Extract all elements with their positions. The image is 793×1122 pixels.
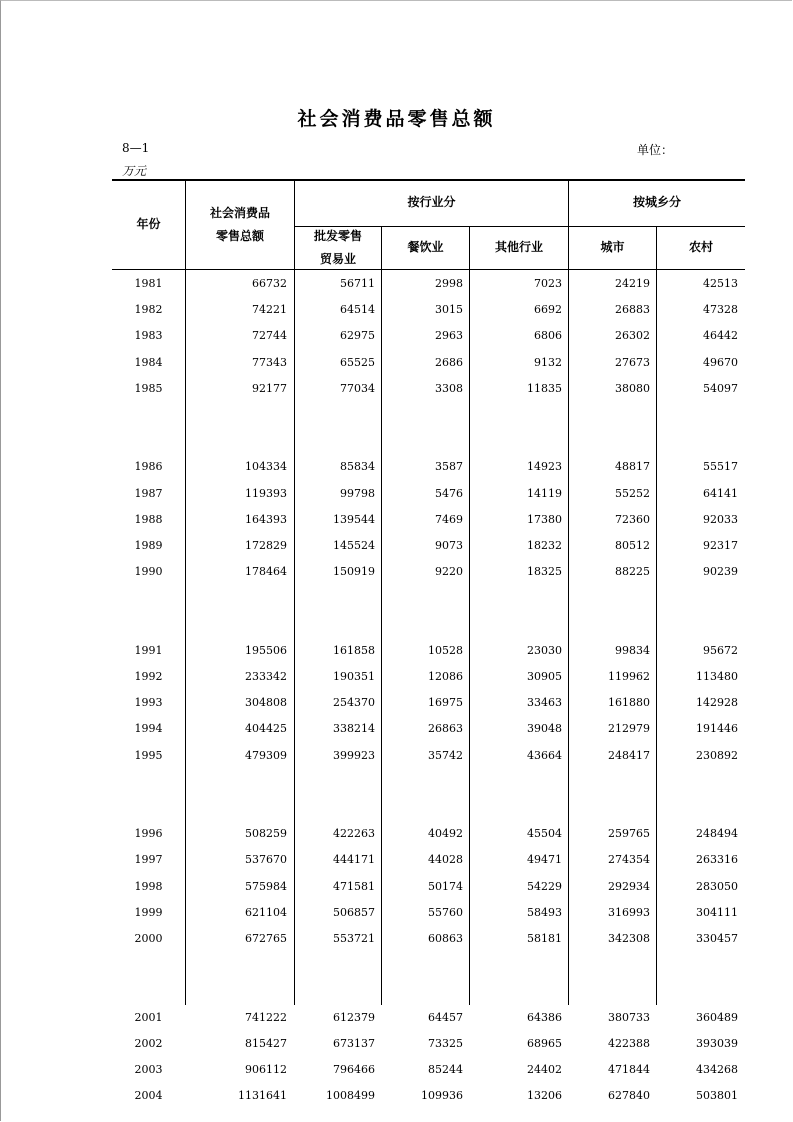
cell-year: 1991 <box>134 643 163 657</box>
cell-catering: 3308 <box>435 381 463 395</box>
cell-total: 575984 <box>245 879 287 893</box>
cell-rural: 92317 <box>703 539 738 552</box>
cell-urban: 212979 <box>608 722 650 736</box>
cell-catering: 3015 <box>435 303 463 317</box>
unit-label: 单位： <box>637 143 674 157</box>
col-divider-1 <box>185 180 186 1005</box>
cell-total: 72744 <box>252 329 287 343</box>
cell-urban: 292934 <box>608 879 650 893</box>
col-divider-4 <box>469 227 470 1005</box>
header-by-industry: 按行业分 <box>407 195 456 209</box>
cell-total: 119393 <box>245 486 287 500</box>
cell-other: 7023 <box>534 277 562 290</box>
cell-urban: 48817 <box>615 460 650 474</box>
cell-total: 233342 <box>245 670 287 683</box>
header-total-line2: 零售总额 <box>215 229 264 243</box>
cell-other: 58181 <box>527 932 562 945</box>
page-title: 社会消费品零售总额 <box>297 108 496 130</box>
cell-rural: 54097 <box>703 381 738 395</box>
cell-rural: 304111 <box>696 905 738 919</box>
cell-rural: 360489 <box>696 1010 738 1024</box>
cell-year: 2004 <box>134 1089 163 1103</box>
cell-total: 164393 <box>245 512 287 526</box>
cell-other: 30905 <box>527 670 562 683</box>
cell-rural: 230892 <box>696 748 738 762</box>
cell-other: 14923 <box>527 460 562 474</box>
cell-other: 43664 <box>527 748 562 762</box>
cell-catering: 12086 <box>428 670 463 683</box>
cell-catering: 7469 <box>435 512 463 526</box>
cell-urban: 380733 <box>608 1010 650 1024</box>
header-wholesale-line2: 贸易业 <box>319 252 356 266</box>
cell-urban: 26883 <box>615 303 650 317</box>
cell-wholesale: 612379 <box>333 1010 375 1024</box>
cell-rural: 95672 <box>703 643 738 657</box>
cell-total: 621104 <box>245 905 287 919</box>
cell-catering: 2686 <box>435 355 463 369</box>
cell-other: 11835 <box>527 381 562 395</box>
cell-year: 1983 <box>134 329 163 343</box>
cell-urban: 99834 <box>615 643 650 657</box>
cell-urban: 248417 <box>608 748 650 762</box>
cell-catering: 9073 <box>435 539 463 552</box>
cell-total: 195506 <box>245 643 287 657</box>
cell-rural: 92033 <box>703 512 738 526</box>
cell-wholesale: 506857 <box>333 905 375 919</box>
header-total <box>186 202 294 248</box>
cell-total: 508259 <box>245 827 287 841</box>
header-rural: 农村 <box>688 240 713 254</box>
cell-other: 58493 <box>527 905 562 919</box>
cell-other: 18325 <box>527 565 562 579</box>
cell-catering: 26863 <box>428 722 463 736</box>
cell-urban: 24219 <box>615 277 650 290</box>
cell-urban: 259765 <box>608 827 650 841</box>
header-bottom-rule <box>112 269 745 270</box>
header-year: 年份 <box>136 217 161 231</box>
cell-year: 1988 <box>134 512 163 526</box>
cell-urban: 26302 <box>615 329 650 343</box>
cell-total: 1131641 <box>238 1089 287 1103</box>
cell-catering: 44028 <box>428 853 463 867</box>
cell-rural: 503801 <box>696 1089 738 1103</box>
header-catering: 餐饮业 <box>407 240 444 254</box>
cell-total: 672765 <box>245 932 287 945</box>
cell-urban: 55252 <box>615 486 650 500</box>
header-other: 其他行业 <box>494 240 543 254</box>
cell-other: 24402 <box>527 1063 562 1076</box>
cell-wholesale: 422263 <box>333 827 375 841</box>
cell-other: 23030 <box>527 643 562 657</box>
cell-catering: 2998 <box>435 277 463 290</box>
cell-rural: 248494 <box>696 827 738 841</box>
cell-wholesale: 673137 <box>333 1036 375 1050</box>
cell-year: 1990 <box>134 565 163 579</box>
cell-total: 104334 <box>245 460 287 474</box>
cell-catering: 16975 <box>428 696 463 710</box>
cell-urban: 38080 <box>615 381 650 395</box>
cell-wholesale: 338214 <box>333 722 375 736</box>
cell-catering: 50174 <box>428 879 463 893</box>
cell-total: 77343 <box>252 355 287 369</box>
cell-wholesale: 1008499 <box>326 1089 375 1103</box>
cell-other: 49471 <box>527 853 562 867</box>
cell-wholesale: 64514 <box>340 303 375 317</box>
cell-year: 1999 <box>134 905 163 919</box>
cell-urban: 88225 <box>615 565 650 579</box>
cell-urban: 27673 <box>615 355 650 369</box>
cell-year: 1998 <box>134 879 163 893</box>
cell-wholesale: 190351 <box>333 670 375 683</box>
header-wholesale <box>295 225 381 271</box>
cell-year: 1995 <box>134 748 163 762</box>
cell-year: 2000 <box>134 932 163 945</box>
cell-other: 45504 <box>527 827 562 841</box>
cell-urban: 316993 <box>608 905 650 919</box>
cell-catering: 9220 <box>435 565 463 579</box>
cell-rural: 55517 <box>703 460 738 474</box>
header-urban: 城市 <box>600 240 625 254</box>
cell-wholesale: 65525 <box>340 355 375 369</box>
table-top-rule <box>112 179 745 181</box>
cell-total: 66732 <box>252 277 287 290</box>
cell-total: 172829 <box>245 539 287 552</box>
cell-year: 1989 <box>134 539 163 552</box>
cell-wholesale: 161858 <box>333 643 375 657</box>
cell-rural: 142928 <box>696 696 738 710</box>
cell-total: 815427 <box>245 1036 287 1050</box>
cell-rural: 64141 <box>703 486 738 500</box>
cell-other: 54229 <box>527 879 562 893</box>
cell-catering: 5476 <box>435 486 463 500</box>
cell-wholesale: 145524 <box>333 539 375 552</box>
cell-other: 39048 <box>527 722 562 736</box>
cell-urban: 72360 <box>615 512 650 526</box>
cell-rural: 330457 <box>696 932 738 945</box>
cell-wholesale: 471581 <box>333 879 375 893</box>
cell-rural: 46442 <box>703 329 738 343</box>
cell-year: 1993 <box>134 696 163 710</box>
cell-total: 479309 <box>245 748 287 762</box>
header-by-urban-rural: 按城乡分 <box>632 195 681 209</box>
cell-other: 9132 <box>534 355 562 369</box>
cell-other: 17380 <box>527 512 562 526</box>
cell-other: 68965 <box>527 1036 562 1050</box>
cell-catering: 109936 <box>421 1089 463 1103</box>
cell-rural: 42513 <box>703 277 738 290</box>
cell-catering: 64457 <box>428 1010 463 1024</box>
cell-urban: 342308 <box>608 932 650 945</box>
cell-wholesale: 56711 <box>340 277 375 290</box>
cell-year: 1987 <box>134 486 163 500</box>
cell-catering: 85244 <box>428 1063 463 1076</box>
cell-urban: 471844 <box>608 1063 650 1076</box>
cell-urban: 80512 <box>615 539 650 552</box>
cell-urban: 627840 <box>608 1089 650 1103</box>
cell-wholesale: 399923 <box>333 748 375 762</box>
table-number: 8—1 <box>122 141 150 155</box>
cell-rural: 434268 <box>696 1063 738 1076</box>
cell-catering: 73325 <box>428 1036 463 1050</box>
cell-urban: 422388 <box>608 1036 650 1050</box>
cell-year: 1986 <box>134 460 163 474</box>
cell-wholesale: 553721 <box>333 932 375 945</box>
cell-total: 741222 <box>245 1010 287 1024</box>
cell-urban: 161880 <box>608 696 650 710</box>
cell-year: 2001 <box>134 1010 163 1024</box>
cell-catering: 2963 <box>435 329 463 343</box>
cell-wholesale: 85834 <box>340 460 375 474</box>
cell-year: 1982 <box>134 303 163 317</box>
cell-wholesale: 77034 <box>340 381 375 395</box>
cell-total: 92177 <box>252 381 287 395</box>
cell-year: 2003 <box>134 1063 163 1076</box>
cell-year: 2002 <box>134 1036 163 1050</box>
cell-catering: 60863 <box>428 932 463 945</box>
cell-rural: 113480 <box>696 670 738 683</box>
cell-other: 14119 <box>527 486 562 500</box>
cell-year: 1992 <box>134 670 163 683</box>
cell-year: 1994 <box>134 722 163 736</box>
cell-catering: 35742 <box>428 748 463 762</box>
cell-total: 404425 <box>245 722 287 736</box>
unit-value: 万元 <box>122 164 147 178</box>
cell-wholesale: 796466 <box>333 1063 375 1076</box>
cell-rural: 191446 <box>696 722 738 736</box>
cell-total: 178464 <box>245 565 287 579</box>
cell-year: 1985 <box>134 381 163 395</box>
cell-wholesale: 150919 <box>333 565 375 579</box>
cell-wholesale: 99798 <box>340 486 375 500</box>
cell-wholesale: 62975 <box>340 329 375 343</box>
cell-total: 74221 <box>252 303 287 317</box>
cell-wholesale: 254370 <box>333 696 375 710</box>
cell-year: 1981 <box>134 277 163 290</box>
cell-year: 1984 <box>134 355 163 369</box>
cell-urban: 119962 <box>608 670 650 683</box>
cell-catering: 55760 <box>428 905 463 919</box>
cell-catering: 40492 <box>428 827 463 841</box>
cell-catering: 3587 <box>435 460 463 474</box>
cell-rural: 283050 <box>696 879 738 893</box>
cell-total: 906112 <box>245 1063 287 1076</box>
cell-wholesale: 139544 <box>333 512 375 526</box>
cell-urban: 274354 <box>608 853 650 867</box>
cell-rural: 263316 <box>696 853 738 867</box>
cell-rural: 47328 <box>703 303 738 317</box>
cell-year: 1997 <box>134 853 163 867</box>
cell-other: 64386 <box>527 1010 562 1024</box>
cell-other: 18232 <box>527 539 562 552</box>
header-wholesale-line1: 批发零售 <box>313 229 362 243</box>
cell-total: 537670 <box>245 853 287 867</box>
cell-rural: 393039 <box>696 1036 738 1050</box>
cell-other: 33463 <box>527 696 562 710</box>
cell-rural: 49670 <box>703 355 738 369</box>
cell-catering: 10528 <box>428 643 463 657</box>
cell-other: 6806 <box>534 329 562 343</box>
cell-total: 304808 <box>245 696 287 710</box>
cell-rural: 90239 <box>703 565 738 579</box>
cell-wholesale: 444171 <box>333 853 375 867</box>
cell-year: 1996 <box>134 827 163 841</box>
cell-other: 6692 <box>534 303 562 317</box>
header-total-line1: 社会消费品 <box>209 206 270 220</box>
cell-other: 13206 <box>527 1089 562 1103</box>
